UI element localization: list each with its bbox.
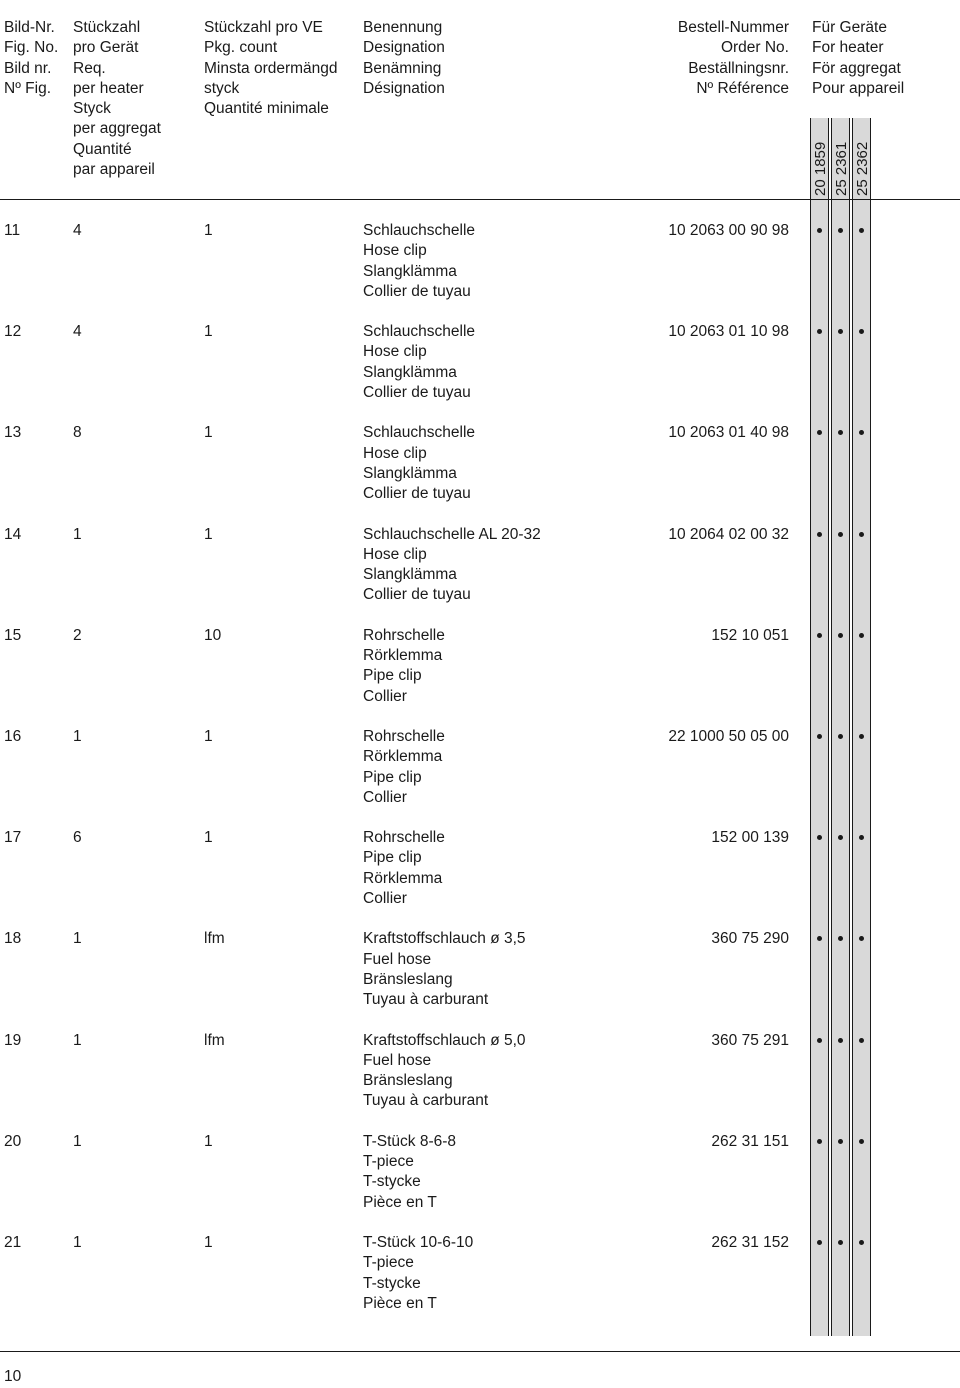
heater-model-label: 25 2362 xyxy=(854,141,871,196)
designation-line: Collier xyxy=(363,890,407,908)
designation-line: Hose clip xyxy=(363,444,427,462)
fit-dot-icon xyxy=(838,532,843,537)
fit-dot-icon xyxy=(859,1139,864,1144)
fit-dot-icon xyxy=(859,835,864,840)
designation-line: T-stycke xyxy=(363,1274,421,1292)
designation-line: Bränsleslang xyxy=(363,1072,453,1090)
order-number: 262 31 151 xyxy=(711,1132,789,1150)
pkg-count: 10 xyxy=(204,626,222,644)
table-row xyxy=(0,828,960,929)
order-number: 360 75 290 xyxy=(711,930,789,948)
pkg-count: lfm xyxy=(204,1031,225,1049)
order-number: 10 2063 01 10 98 xyxy=(668,323,789,341)
part-designation xyxy=(363,423,475,504)
heater-model-label: 25 2361 xyxy=(833,141,850,196)
designation-line: Rörklemma xyxy=(363,869,443,887)
part-designation xyxy=(363,929,526,1010)
fig-number: 21 xyxy=(4,1234,22,1251)
designation-line: Slangklämma xyxy=(363,566,457,584)
designation-line: Rörklemma xyxy=(363,647,443,665)
fit-dot-icon xyxy=(838,1038,843,1043)
designation-line: T-Stück 8-6-8 xyxy=(363,1132,457,1150)
quantity-per-heater: 1 xyxy=(73,930,82,948)
part-designation xyxy=(363,626,445,707)
fig-number: 17 xyxy=(4,829,22,847)
fit-dot-icon xyxy=(838,228,843,233)
fit-dot-icon xyxy=(817,936,822,941)
fit-dot-icon xyxy=(817,734,822,739)
fig-number: 19 xyxy=(4,1031,22,1049)
designation-line: T-piece xyxy=(363,1153,414,1171)
pkg-count: 1 xyxy=(204,728,213,745)
heater-model-label: 20 1859 xyxy=(812,141,829,196)
designation-line: Tuyau à carburant xyxy=(363,991,489,1009)
order-number: 10 2063 00 90 98 xyxy=(668,222,789,239)
quantity-per-heater: 1 xyxy=(73,1132,82,1150)
fig-number: 18 xyxy=(4,930,22,948)
pkg-count: 1 xyxy=(204,525,213,543)
fig-number: 20 xyxy=(4,1132,22,1150)
designation-line: T-Stück 10-6-10 xyxy=(363,1234,474,1251)
part-designation xyxy=(363,828,445,909)
fit-dot-icon xyxy=(817,228,822,233)
table-row xyxy=(0,221,960,322)
table-row xyxy=(0,423,960,524)
order-number: 262 31 152 xyxy=(711,1234,789,1251)
fit-dot-icon xyxy=(838,835,843,840)
designation-line: Schlauchschelle xyxy=(363,323,476,341)
fit-dot-icon xyxy=(859,430,864,435)
order-number: 152 10 051 xyxy=(711,626,789,644)
quantity-per-heater: 1 xyxy=(73,1031,82,1049)
designation-line: Hose clip xyxy=(363,343,427,361)
quantity-per-heater: 4 xyxy=(73,222,82,239)
fit-dot-icon xyxy=(859,936,864,941)
part-designation xyxy=(363,1233,473,1314)
fig-number: 14 xyxy=(4,525,22,543)
table-row xyxy=(0,1132,960,1233)
designation-line: Rörklemma xyxy=(363,748,443,766)
designation-line: Rohrschelle xyxy=(363,829,445,847)
pkg-count: 1 xyxy=(204,222,213,239)
table-row xyxy=(0,322,960,423)
designation-line: Pièce en T xyxy=(363,1294,437,1312)
fit-dot-icon xyxy=(838,936,843,941)
order-number: 22 1000 50 05 00 xyxy=(668,728,789,745)
table-row xyxy=(0,1233,960,1334)
quantity-per-heater: 1 xyxy=(73,1234,82,1251)
designation-line: Collier de tuyau xyxy=(363,282,471,300)
fit-dot-icon xyxy=(859,329,864,334)
designation-line: Collier de tuyau xyxy=(363,485,471,503)
designation-line: Slangklämma xyxy=(363,464,457,482)
designation-line: Slangklämma xyxy=(363,262,457,280)
fig-number: 16 xyxy=(4,728,22,745)
fig-number: 11 xyxy=(4,222,21,239)
designation-line: Schlauchschelle AL 20-32 xyxy=(363,525,541,543)
designation-line: Pipe clip xyxy=(363,849,422,867)
designation-line: Collier de tuyau xyxy=(363,384,471,402)
header-for-heater: Für Geräte For heater För aggregat Pour appareil xyxy=(812,19,905,97)
table-row xyxy=(0,525,960,626)
fit-dot-icon xyxy=(817,1139,822,1144)
page-number: 10 xyxy=(4,1368,22,1385)
fig-number: 12 xyxy=(4,323,22,341)
designation-line: Slangklämma xyxy=(363,363,457,381)
pkg-count: 1 xyxy=(204,1234,213,1251)
order-number: 10 2064 02 00 32 xyxy=(668,525,789,543)
pkg-count: lfm xyxy=(204,930,225,948)
table-row xyxy=(0,626,960,727)
fit-dot-icon xyxy=(838,734,843,739)
fit-dot-icon xyxy=(817,532,822,537)
fit-dot-icon xyxy=(817,430,822,435)
designation-line: T-stycke xyxy=(363,1173,421,1191)
pkg-count: 1 xyxy=(204,323,213,341)
part-designation xyxy=(363,322,475,403)
designation-line: Kraftstoffschlauch ø 3,5 xyxy=(363,930,526,948)
fit-dot-icon xyxy=(817,633,822,638)
quantity-per-heater: 8 xyxy=(73,424,82,442)
fig-number: 15 xyxy=(4,626,22,644)
designation-line: Fuel hose xyxy=(363,1051,432,1069)
fit-dot-icon xyxy=(859,532,864,537)
designation-line: Pipe clip xyxy=(363,667,422,685)
designation-line: Hose clip xyxy=(363,545,427,563)
fit-dot-icon xyxy=(838,633,843,638)
quantity-per-heater: 1 xyxy=(73,525,82,543)
quantity-per-heater: 1 xyxy=(73,728,82,745)
fit-dot-icon xyxy=(859,633,864,638)
designation-line: Schlauchschelle xyxy=(363,424,476,442)
part-designation xyxy=(363,727,445,808)
designation-line: Fuel hose xyxy=(363,950,432,968)
header-order-no: Bestell-Nummer Order No. Beställningsnr. Nº Référence xyxy=(677,19,789,97)
part-designation xyxy=(363,1031,526,1112)
fit-dot-icon xyxy=(859,734,864,739)
fit-dot-icon xyxy=(838,430,843,435)
part-designation xyxy=(363,525,541,606)
pkg-count: 1 xyxy=(204,424,213,442)
header-qty-per-heater: Stückzahl pro Gerät Req. per heater Styck per aggregat Quantité par appareil xyxy=(73,19,161,179)
header-designation: Benennung Designation Benämning Désignation xyxy=(363,19,445,97)
header-pkg-count: Stückzahl pro VE Pkg. count Minsta ordermängd styck Quantité minimale xyxy=(204,19,338,118)
table-row xyxy=(0,929,960,1030)
designation-line: Rohrschelle xyxy=(363,728,445,745)
order-number: 10 2063 01 40 98 xyxy=(668,424,789,442)
fit-dot-icon xyxy=(838,329,843,334)
designation-line: Tuyau à carburant xyxy=(363,1092,489,1110)
designation-line: Bränsleslang xyxy=(363,970,453,988)
designation-line: Rohrschelle xyxy=(363,626,445,644)
fit-dot-icon xyxy=(859,228,864,233)
footer-divider xyxy=(0,1351,960,1352)
header-fig-no: Bild-Nr. Fig. No. Bild nr. Nº Fig. xyxy=(4,19,59,97)
part-designation xyxy=(363,1132,456,1213)
order-number: 360 75 291 xyxy=(711,1031,789,1049)
header-divider xyxy=(0,199,960,200)
fit-dot-icon xyxy=(817,1240,822,1245)
designation-line: T-piece xyxy=(363,1254,414,1272)
fit-dot-icon xyxy=(838,1139,843,1144)
fig-number: 13 xyxy=(4,424,22,442)
table-row xyxy=(0,1031,960,1132)
designation-line: Schlauchschelle xyxy=(363,222,476,239)
quantity-per-heater: 4 xyxy=(73,323,82,341)
part-designation xyxy=(363,221,475,302)
table-row xyxy=(0,727,960,828)
designation-line: Collier xyxy=(363,788,407,806)
fit-dot-icon xyxy=(817,329,822,334)
quantity-per-heater: 6 xyxy=(73,829,82,847)
designation-line: Pipe clip xyxy=(363,768,422,786)
fit-dot-icon xyxy=(838,1240,843,1245)
designation-line: Collier de tuyau xyxy=(363,586,471,604)
designation-line: Kraftstoffschlauch ø 5,0 xyxy=(363,1031,526,1049)
pkg-count: 1 xyxy=(204,829,213,847)
designation-line: Pièce en T xyxy=(363,1193,437,1211)
fit-dot-icon xyxy=(859,1038,864,1043)
designation-line: Hose clip xyxy=(363,242,427,260)
fit-dot-icon xyxy=(859,1240,864,1245)
quantity-per-heater: 2 xyxy=(73,626,82,644)
order-number: 152 00 139 xyxy=(711,829,789,847)
fit-dot-icon xyxy=(817,835,822,840)
designation-line: Collier xyxy=(363,687,407,705)
pkg-count: 1 xyxy=(204,1132,213,1150)
fit-dot-icon xyxy=(817,1038,822,1043)
